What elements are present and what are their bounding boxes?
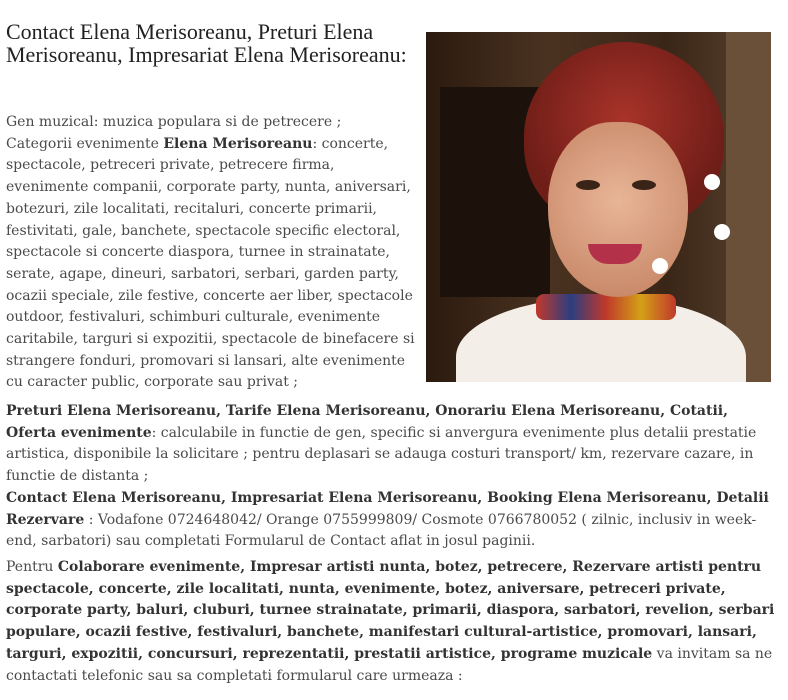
collaboration-title: Colaborare evenimente, Impresar artisti nunta, botez, petrecere, Rezervare artisti pentru spectacole, concerte, zile localitati, nunta, evenimente, botez, aniversare, petreceri private, corporate party, baluri, cluburi, turnee strainatate, primarii, diaspora, sarbatori, revelion, serbari populare, ocazii festive, festivaluri, banchete, manifestari cultural-artistice, promovari, lansari, targuri, expozitii, concursuri, reprezentatii, prestatii artistice, programe muzicale [6, 559, 775, 662]
categories-prefix: Categorii evenimente [6, 135, 164, 152]
left-eye [576, 180, 600, 190]
genre-line [6, 112, 418, 134]
collaboration-block [6, 557, 776, 687]
page-title: Contact Elena Merisoreanu, Preturi Elena Merisoreanu, Impresariat Elena Merisoreanu: [6, 19, 407, 67]
intro-block [6, 112, 418, 394]
pricing-paragraph [6, 401, 776, 488]
pricing-text: : calculabile in functie de gen, specific si anvergura evenimente plus detalii prestatie artistica, disponibile la solicitare ; pentru deplasari se adauga costuri transport/ km, rezervare cazare, in functie de distanta ; [6, 424, 757, 485]
right-eye [632, 180, 656, 190]
face [548, 122, 688, 297]
pricing-contact-block [6, 401, 776, 553]
collaboration-paragraph [6, 557, 776, 687]
genre-value: muzica populara si de petrecere ; [102, 114, 342, 130]
pricing-title: Preturi Elena Merisoreanu, Tarife Elena Merisoreanu, Onorariu Elena Merisoreanu, Cotatii, Oferta evenimente [6, 403, 728, 441]
hair-flower-icon [714, 224, 730, 240]
costume-collar [536, 294, 676, 320]
artist-name: Elena Merisoreanu [163, 135, 313, 152]
categories-paragraph [6, 134, 418, 394]
artist-portrait-photo [426, 32, 771, 382]
hair-flower-icon [652, 258, 668, 274]
categories-text: : concerte, spectacole, petreceri private, petrecere firma, evenimente companii, corporate party, nunta, aniversari, botezuri, zile localitati, recitaluri, concerte primarii, festivitati, gale, banchete, spectacole specific electoral, spectacole si concerte diaspora, turnee in strainatate, serate, agape, dineuri, sarbatori, serbari, garden party, ocazii speciale, zile festive, concerte aer liber, spectacole outdoor, festivaluri, schimburi culturale, evenimente caritabile, targuri si expozitii, spectacole de binefacere si strangere fonduri, promovari si lansari, alte evenimente cu caracter public, corporate sau privat ; [6, 135, 415, 391]
genre-label: Gen muzical: [6, 114, 99, 130]
collaboration-text: va invitam sa ne contactati telefonic sau sa completati formularul care urmeaza : [6, 645, 773, 684]
contact-paragraph [6, 488, 776, 553]
contact-text: : Vodafone 0724648042/ Orange 0755999809/ Cosmote 0766780052 ( zilnic, inclusiv in week-end, sarbatori) sau completati Formularul de Contact aflat in josul paginii. [6, 511, 757, 550]
contact-title: Contact Elena Merisoreanu, Impresariat Elena Merisoreanu, Booking Elena Merisoreanu, Detalii Rezervare [6, 489, 769, 528]
background-plank [726, 32, 771, 382]
collaboration-prefix: Pentru [6, 559, 58, 575]
hair-flower-icon [704, 174, 720, 190]
